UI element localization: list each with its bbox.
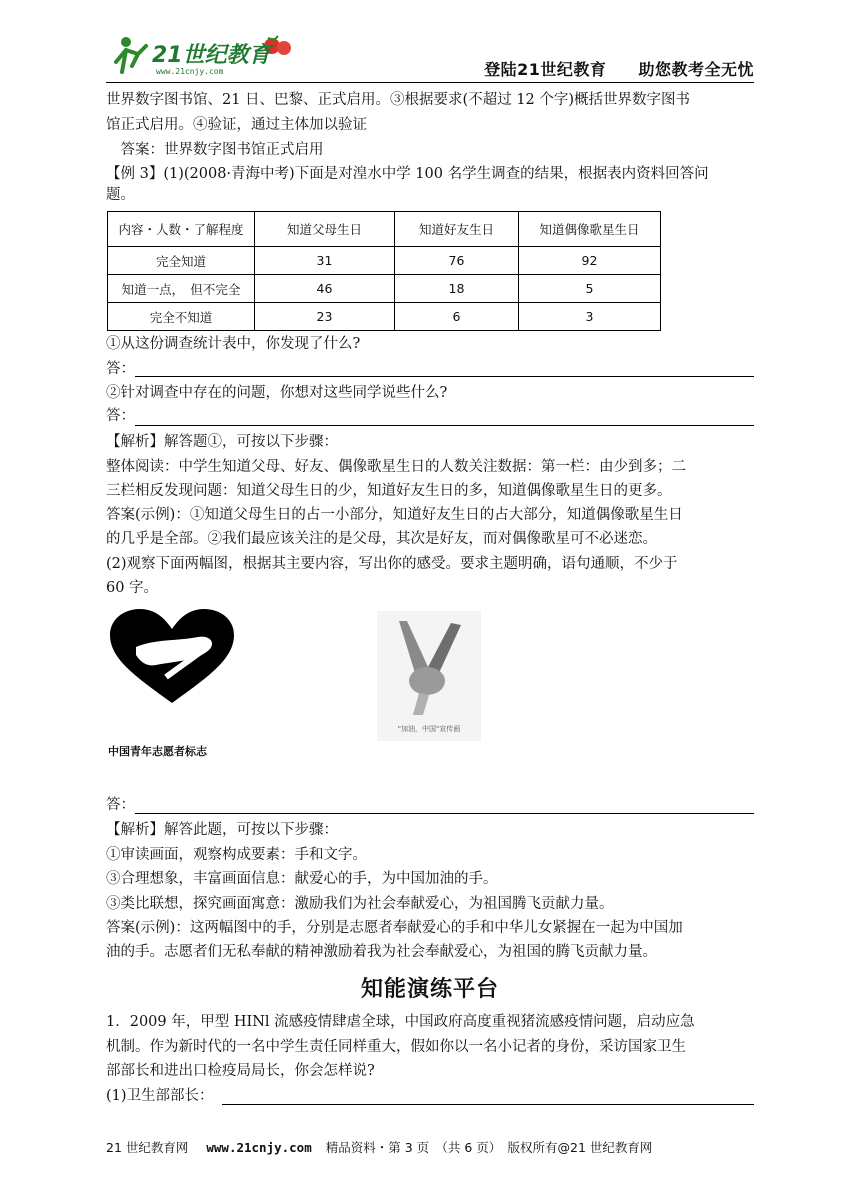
table-cell: 18 [395, 275, 519, 303]
analysis-line: 油的手。志愿者们无私奉献的精神激励着我为社会奉献爱心，为祖国的腾飞贡献力量。 [106, 944, 657, 960]
table-row [108, 303, 661, 331]
table-cell: 完全不知道 [108, 303, 255, 331]
body-line: 题。 [106, 187, 135, 203]
table-row [108, 275, 661, 303]
answer-blank-2[interactable] [135, 424, 754, 426]
analysis-line: ③类比联想，探究画面寓意：激励我们为社会奉献爱心，为祖国腾飞贡献力量。 [106, 896, 614, 912]
answer-label: 答： [106, 797, 135, 813]
exercise-line: 机制。作为新时代的一名中学生责任同样重大，假如你以一名小记者的身份，采访国家卫生 [106, 1039, 686, 1055]
answer-blank-1[interactable] [135, 375, 754, 377]
table-header-cell: 知道父母生日 [255, 212, 395, 247]
answer-label: 答： [106, 361, 135, 377]
site-logo [112, 32, 302, 78]
body-line: 馆正式启用。④验证，通过主体加以验证 [106, 117, 367, 133]
body-line: 【例 3】(1)(2008·青海中考)下面是对湟水中学 100 名学生调查的结果，根据表内资料回答问 [106, 166, 709, 182]
analysis-line: 【解析】解答此题，可按以下步骤： [106, 822, 338, 838]
exercise-line: 部部长和进出口检疫局局长，你会怎样说? [106, 1063, 375, 1079]
analysis-line: 答案(示例)：这两幅图中的手，分别是志愿者奉献爱心的手和中华儿女紧握在一起为中国加 [106, 920, 683, 936]
image-left-caption: 中国青年志愿者标志 [108, 745, 207, 758]
holding-hands-poster-image [377, 611, 481, 741]
table-row [108, 247, 661, 275]
analysis-line: 三栏相反发现问题：知道父母生日的少，知道好友生日的多，知道偶像歌星生日的更多。 [106, 483, 672, 499]
table-cell: 5 [519, 275, 661, 303]
header-slogan [484, 57, 754, 80]
logo-url: www.21cnjy.com [156, 67, 224, 76]
table-cell: 31 [255, 247, 395, 275]
page-footer [106, 1138, 652, 1156]
answer-blank-3[interactable] [135, 812, 754, 814]
slogan-left: 登陆21世纪教育 [484, 60, 607, 79]
answer-label: 答： [106, 408, 135, 424]
table-header-cell: 知道偶像歌星生日 [519, 212, 661, 247]
table-cell: 3 [519, 303, 661, 331]
logo-text: 21世纪教育 [152, 43, 271, 68]
footer-info: 精品资料・第 3 页 （共 6 页） 版权所有@21 世纪教育网 [325, 1140, 653, 1155]
answer-blank-4[interactable] [222, 1103, 754, 1105]
image-right-caption: "加油，中国"宣传画 [397, 725, 461, 733]
analysis-line: 的几乎是全部。②我们最应该关注的是父母，其次是好友，而对偶像歌星可不必迷恋。 [106, 531, 657, 547]
question-1: ①从这份调查统计表中，你发现了什么? [106, 336, 361, 352]
header-rule [106, 82, 754, 83]
table-header-cell: 内容・人数・了解程度 [108, 212, 255, 247]
question-2: ②针对调查中存在的问题，你想对这些同学说些什么? [106, 385, 448, 401]
analysis-line: ③合理想象，丰富画面信息：献爱心的手，为中国加油的手。 [106, 871, 498, 887]
analysis-line: 【解析】解答题①，可按以下步骤： [106, 434, 338, 450]
table-cell: 92 [519, 247, 661, 275]
table-cell: 6 [395, 303, 519, 331]
analysis-line: ①审读画面，观察构成要素：手和文字。 [106, 847, 367, 863]
table-header-cell: 知道好友生日 [395, 212, 519, 247]
exercise-sub-1: (1)卫生部部长： [106, 1088, 214, 1104]
slogan-right: 助您教考全无忧 [638, 60, 754, 79]
table-cell: 完全知道 [108, 247, 255, 275]
table-cell: 76 [395, 247, 519, 275]
table-header-row [108, 212, 661, 247]
section-heading: 知能演练平台 [360, 977, 499, 1002]
footer-site: 21 世纪教育网 [106, 1140, 189, 1155]
analysis-line: 整体阅读：中学生知道父母、好友、偶像歌星生日的人数关注数据：第一栏：由少到多；二 [106, 459, 686, 475]
survey-table [107, 211, 661, 331]
analysis-line: 60 字。 [106, 580, 159, 596]
body-line: 世界数字图书馆、21 日、巴黎、正式启用。③根据要求(不超过 12 个字)概括世界数字图书 [106, 92, 691, 108]
analysis-line: (2)观察下面两幅图，根据其主要内容，写出你的感受。要求主题明确，语句通顺，不少于 [106, 556, 678, 572]
table-cell: 46 [255, 275, 395, 303]
exercise-line: 1．2009 年，甲型 HINl 流感疫情肆虐全球，中国政府高度重视猪流感疫情问题，启动应急 [106, 1014, 695, 1030]
table-cell: 知道一点， 但不完全 [108, 275, 255, 303]
footer-url[interactable]: www.21cnjy.com [206, 1140, 312, 1155]
volunteer-heart-hand-icon [106, 607, 238, 707]
table-cell: 23 [255, 303, 395, 331]
runner-icon [116, 37, 146, 72]
analysis-line: 答案(示例)：①知道父母生日的占一小部分，知道好友生日的占大部分，知道偶像歌星生日 [106, 507, 683, 523]
body-line: 答案：世界数字图书馆正式启用 [106, 142, 324, 158]
